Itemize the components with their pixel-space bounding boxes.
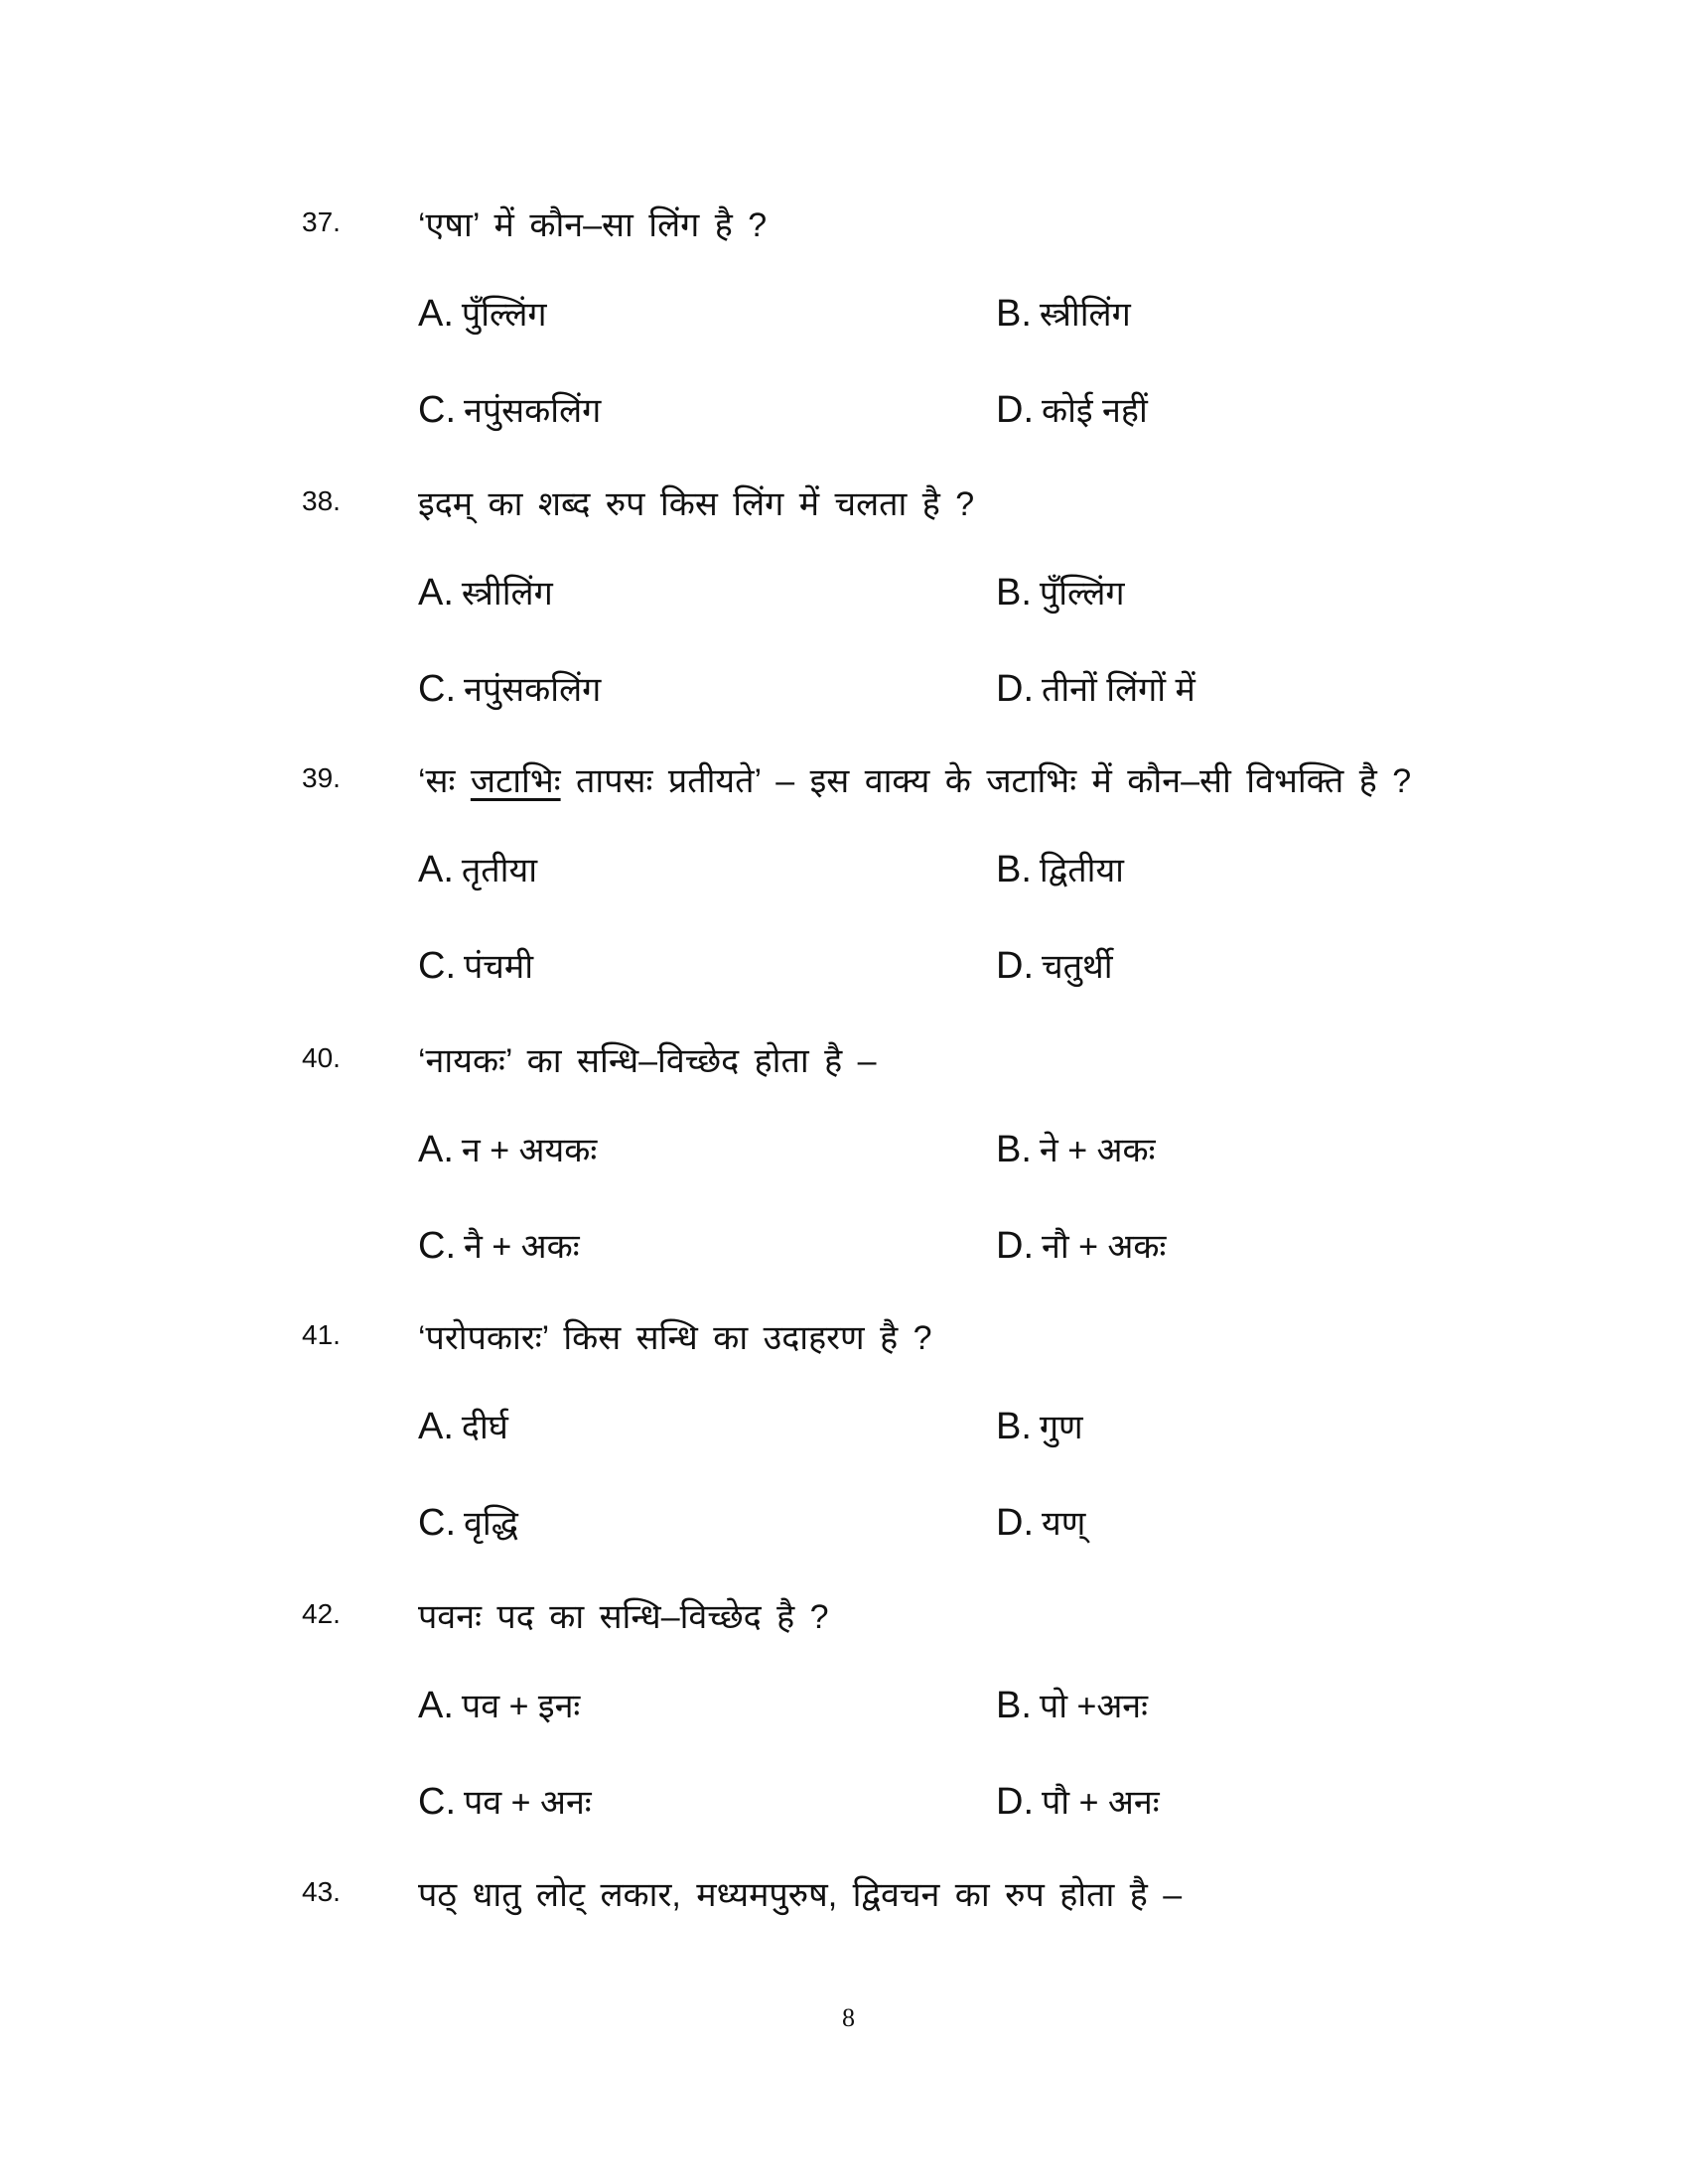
option-text: पंचमी xyxy=(464,948,534,986)
option-text: नपुंसकलिंग xyxy=(464,392,602,430)
option-letter: B. xyxy=(996,1685,1032,1726)
question-text-before: ‘सः xyxy=(418,762,471,800)
option-text: पुँल्लिंग xyxy=(1039,575,1125,613)
option-text: स्त्रीलिंग xyxy=(461,575,553,613)
option-c xyxy=(418,386,601,432)
option-letter: A. xyxy=(418,293,454,335)
option-a xyxy=(418,1126,597,1171)
option-a xyxy=(418,1403,508,1448)
option-letter: A. xyxy=(418,1129,454,1170)
option-letter: A. xyxy=(418,1406,454,1447)
option-text: गुण xyxy=(1039,1409,1083,1446)
option-letter: B. xyxy=(996,849,1032,890)
option-b xyxy=(996,1126,1155,1171)
question-number: 43. xyxy=(302,1876,341,1907)
option-letter: D. xyxy=(996,668,1034,710)
option-letter: C. xyxy=(418,1781,456,1823)
option-b xyxy=(996,1403,1083,1448)
option-text: यण् xyxy=(1042,1505,1086,1543)
option-a xyxy=(418,569,553,614)
option-letter: D. xyxy=(996,945,1034,987)
option-text: द्वितीया xyxy=(1039,852,1124,889)
option-text: पव + अनः xyxy=(464,1784,592,1822)
option-letter: B. xyxy=(996,1406,1032,1447)
option-text: चतुर्थी xyxy=(1042,948,1113,986)
question-number: 40. xyxy=(302,1042,341,1073)
option-text: नै + अकः xyxy=(464,1228,580,1266)
option-d xyxy=(996,1778,1160,1824)
option-b xyxy=(996,846,1124,891)
option-d xyxy=(996,1222,1166,1268)
page-number: 8 xyxy=(842,2003,855,2032)
option-d xyxy=(996,665,1196,711)
option-letter: A. xyxy=(418,849,454,890)
option-text: तीनों लिंगों में xyxy=(1042,671,1196,709)
option-c xyxy=(418,942,533,988)
option-text: पो +अनः xyxy=(1039,1688,1149,1725)
question-42 xyxy=(0,1598,1688,1876)
question-40 xyxy=(0,1042,1688,1320)
option-text: स्त्रीलिंग xyxy=(1039,296,1131,334)
option-d xyxy=(996,1499,1085,1545)
option-letter: A. xyxy=(418,1685,454,1726)
question-text: पठ् धातु लोट् लकार, मध्यमपुरुष, द्विवचन का रुप होता है – xyxy=(418,1876,1183,1914)
question-text-after: तापसः प्रतीयते’ – इस वाक्य के जटाभिः में कौन–सी विभक्ति है ? xyxy=(560,762,1412,800)
question-number: 37. xyxy=(302,206,341,237)
question-41 xyxy=(0,1319,1688,1597)
option-letter: C. xyxy=(418,668,456,710)
question-37 xyxy=(0,206,1688,484)
option-a xyxy=(418,290,547,336)
question-text: पवनः पद का सन्धि–विच्छेद है ? xyxy=(418,1598,829,1636)
option-c xyxy=(418,1222,580,1268)
option-letter: C. xyxy=(418,389,456,431)
option-text: पव + इनः xyxy=(461,1688,581,1725)
option-c xyxy=(418,1499,518,1545)
option-text: ने + अकः xyxy=(1039,1132,1156,1169)
question-text: ‘एषा’ में कौन–सा लिंग है ? xyxy=(418,206,768,244)
option-letter: C. xyxy=(418,945,456,987)
option-text: पौ + अनः xyxy=(1042,1784,1160,1822)
question-text-underlined: जटाभिः xyxy=(470,762,561,800)
option-d xyxy=(996,386,1148,432)
option-letter: A. xyxy=(418,572,454,614)
option-letter: C. xyxy=(418,1225,456,1267)
question-38 xyxy=(0,485,1688,763)
option-a xyxy=(418,846,537,891)
question-text: ‘नायकः’ का सन्धि–विच्छेद होता है – xyxy=(418,1042,877,1080)
option-letter: D. xyxy=(996,1781,1034,1823)
option-c xyxy=(418,665,601,711)
option-letter: B. xyxy=(996,293,1032,335)
option-text: न + अयकः xyxy=(461,1132,598,1169)
question-text xyxy=(418,756,1411,802)
option-c xyxy=(418,1778,592,1824)
question-text: ‘परोपकारः’ किस सन्धि का उदाहरण है ? xyxy=(418,1319,932,1357)
option-text: कोई नहीं xyxy=(1042,392,1148,430)
option-text: तृतीया xyxy=(461,852,537,889)
option-letter: B. xyxy=(996,1129,1032,1170)
question-text: इदम् का शब्द रुप किस लिंग में चलता है ? xyxy=(418,485,975,523)
option-letter: D. xyxy=(996,389,1034,431)
question-number: 41. xyxy=(302,1319,341,1350)
option-letter: D. xyxy=(996,1502,1034,1544)
option-a xyxy=(418,1682,580,1727)
option-d xyxy=(996,942,1113,988)
question-number: 39. xyxy=(302,762,341,793)
option-text: पुँल्लिंग xyxy=(461,296,547,334)
option-letter: C. xyxy=(418,1502,456,1544)
option-text: नौ + अकः xyxy=(1042,1228,1167,1266)
option-b xyxy=(996,1682,1148,1727)
question-39 xyxy=(0,762,1688,1040)
option-text: नपुंसकलिंग xyxy=(464,671,602,709)
option-text: वृद्धि xyxy=(464,1505,518,1543)
question-number: 38. xyxy=(302,485,341,516)
option-text: दीर्घ xyxy=(461,1409,508,1446)
option-b xyxy=(996,290,1131,336)
option-letter: B. xyxy=(996,572,1032,614)
option-letter: D. xyxy=(996,1225,1034,1267)
option-b xyxy=(996,569,1125,614)
question-number: 42. xyxy=(302,1598,341,1629)
